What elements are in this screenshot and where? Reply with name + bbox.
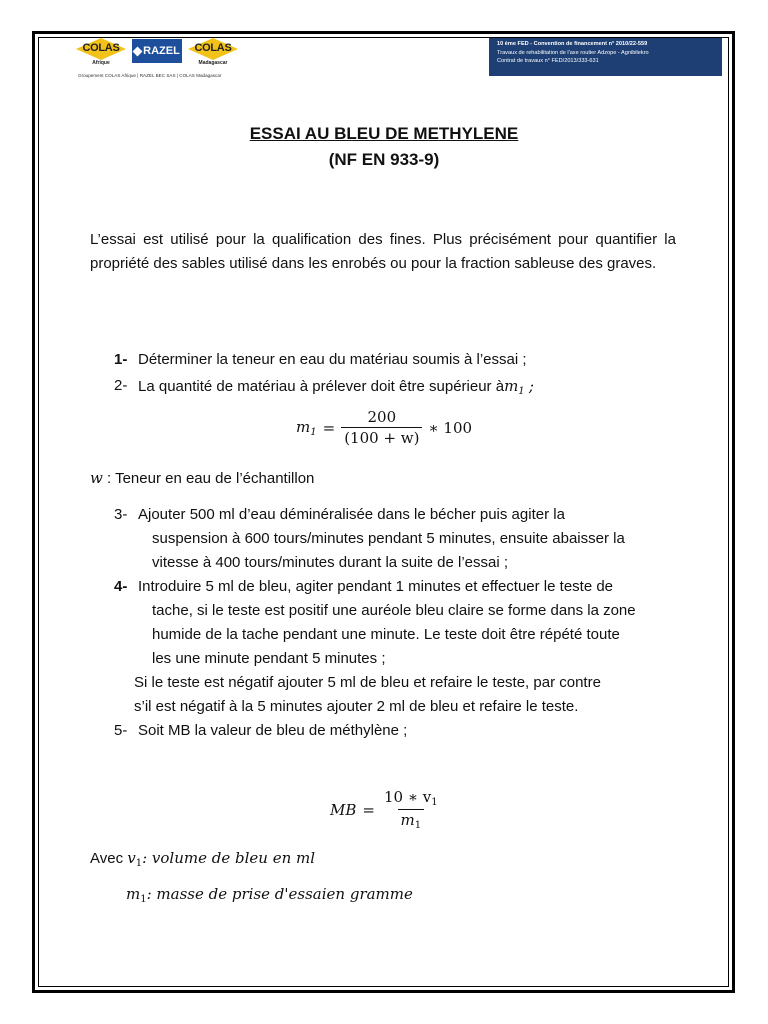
formula-m1-denominator: (100 + w) [341, 427, 422, 447]
colas-madagascar-logo [184, 38, 242, 66]
colas-afrique-logo [72, 38, 130, 66]
step-5-number: 5- [114, 722, 128, 739]
formula-m1 [296, 408, 472, 447]
step-1-number: 1- [114, 351, 128, 368]
avec-label: Avec [90, 850, 124, 867]
colas-logo-text: COLAS [82, 42, 120, 54]
step-1-text: Déterminer la teneur en eau du matériau soumis à l’essai ; [138, 351, 527, 368]
step-4-line-5: Si le teste est négatif ajouter 5 ml de bleu et refaire le teste, par contre [134, 674, 601, 691]
step-5-text: Soit MB la valeur de bleu de méthylène ; [138, 722, 408, 739]
step-4-number: 4- [114, 578, 128, 595]
step-2-text [138, 374, 678, 404]
info-line-1: 10 ème FED - Convention de financement n° 2010/22-559 [497, 41, 648, 47]
colas-logo-text: COLAS [194, 42, 232, 54]
info-line-3: Contrat de travaux n° FED/2013/333-631 [497, 58, 599, 64]
v1-definition-text: : volume de bleu en ml [142, 849, 316, 867]
step-4-line-2: tache, si le teste est positif une auréole bleu claire se forme dans la zone [152, 602, 636, 619]
razel-mark-icon [133, 46, 143, 56]
m1-def-symbol: $m_1$ [126, 885, 147, 905]
m1-definition-text: : masse de prise d'essaien gramme [146, 885, 413, 903]
w-definition-text: : Teneur en eau de l’échantillon [107, 470, 315, 487]
intro-paragraph: L’essai est utilisé pour la qualification des fines. Plus précisément pour quantifier la propriété des sables utilisé dans les enrobés ou pour la fraction sableuse des graves. [90, 231, 676, 272]
step-2-label: La quantité de matériau à prélever doit être supérieur à [138, 378, 505, 395]
w-definition [90, 466, 314, 491]
formula-m1-numerator: 200 [367, 408, 397, 426]
colas-logo-sub: Madagascar [198, 60, 228, 66]
document-title: ESSAI AU BLEU DE METHYLENE [249, 124, 519, 143]
document-standard: (NF EN 933-9) [328, 150, 440, 169]
formula-m1-multiplier: ∗ 100 [428, 418, 473, 437]
contract-info-box [489, 38, 722, 76]
formula-mb-fraction [381, 788, 441, 831]
v1-symbol: $v_1$ [127, 849, 143, 869]
colas-logo-sub: Afrique [92, 60, 110, 66]
step-3-number: 3- [114, 506, 128, 523]
step-3-line-2: suspension à 600 tours/minutes pendant 5 minutes, ensuite abaisser la [152, 530, 625, 547]
formula-m1-fraction [341, 408, 422, 447]
step-3-line-3: vitesse à 400 tours/minutes durant la suite de l’essai ; [152, 554, 509, 571]
v1-definition [90, 846, 315, 876]
step-3-line-1: Ajouter 500 ml d’eau déminéralisée dans le bécher puis agiter la [138, 506, 565, 523]
logos-caption: Groupement COLAS Afrique | RAZEL BEC SAS | COLAS Madagascar [78, 73, 222, 78]
formula-mb [330, 788, 441, 831]
m1-definition [126, 882, 413, 912]
step-2-end: ; [528, 377, 534, 395]
step-4-line-4: les une minute pendant 5 minutes ; [152, 650, 386, 667]
step-4-line-6: s’il est négatif à la 5 minutes ajouter 2 ml de bleu et refaire le teste. [134, 698, 579, 715]
formula-mb-equals: = [362, 800, 375, 819]
m1-symbol: $m_1$ [504, 377, 525, 397]
info-line-2: Travaux de rehabilitation de l'axe routier Adzope - Agnibilekro [497, 49, 649, 56]
formula-m1-lhs: $m_1$ [296, 417, 317, 438]
header-logos [72, 38, 242, 68]
razel-logo-text: RAZEL [143, 45, 180, 57]
step-2-number: 2- [114, 377, 128, 394]
w-symbol: w [90, 469, 103, 487]
formula-mb-numerator: 10 ∗ $v_1$ [383, 788, 438, 808]
razel-logo [132, 39, 182, 63]
formula-mb-denominator: $m_1$ [398, 809, 425, 831]
formula-m1-equals: = [322, 418, 336, 437]
formula-mb-lhs: MB [330, 800, 357, 819]
step-4-line-1: Introduire 5 ml de bleu, agiter pendant 1 minutes et effectuer le teste de [138, 578, 614, 595]
step-4-line-3: humide de la tache pendant une minute. Le teste doit être répété toute [152, 626, 620, 643]
